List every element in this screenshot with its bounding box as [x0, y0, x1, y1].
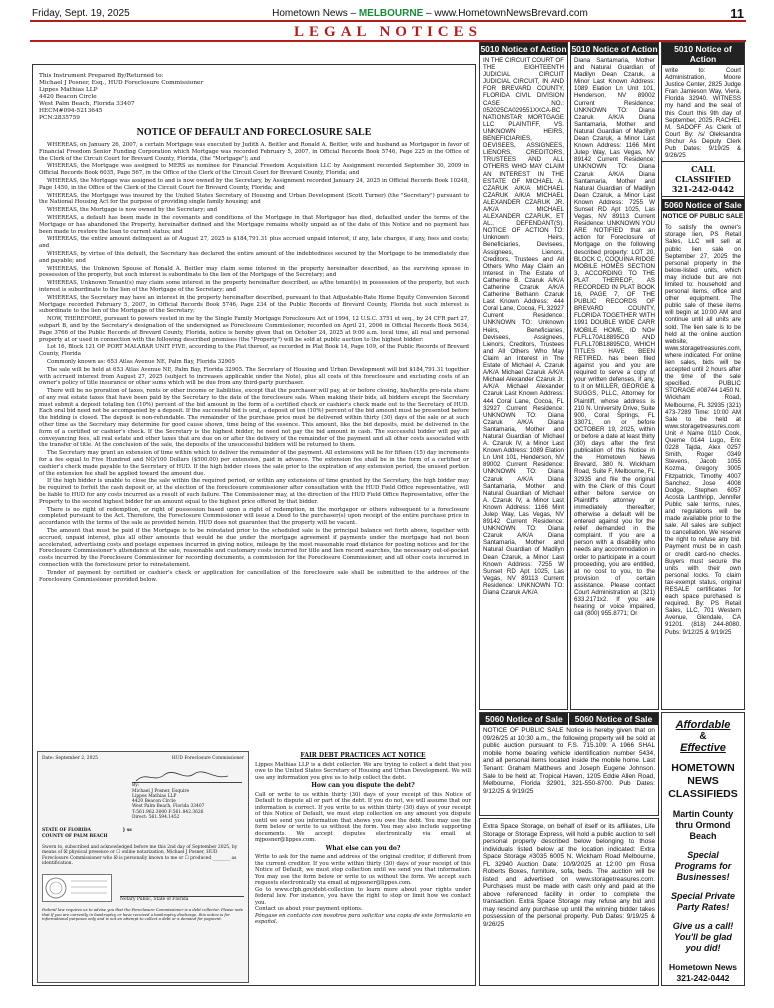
paper-masthead — [130, 8, 731, 19]
signer-line: Michael J Posner, Esquire — [132, 788, 190, 794]
notice-paragraph: WHEREAS, Unknown Tenant(s) may claim some interest in the property hereinafter described, as a/the tenant(s) in possession of the property, but such interest is subordinate to the lien of the Mortgage of the Secretary; and — [39, 280, 469, 293]
notice-paragraph: WHEREAS, the entire amount delinquent as of August 27, 2025 is $184,791.31 plus accrued unpaid interest, if any, late charges, if any, fees and costs; and — [39, 236, 469, 250]
page-number: 11 — [730, 5, 744, 21]
ad-promo-private: Special Private Party Rates! — [670, 891, 736, 912]
prepared-line: PCN:2835759 — [39, 115, 80, 121]
fdcpa-a2: Write to ask for the name and address of the original creditor, if different from the current creditor. If you write within thirty (30) days of your receipt of this Notice of Default, we must stop collection until we send you that information. You may use the form below or write to us without the form. We accept such requests electronically via email at mjposner@lippes.com. — [255, 854, 471, 886]
signer-line: Direct: 561.594.1452 — [132, 815, 180, 821]
prepared-line: HECM#094-5213645 — [39, 108, 103, 114]
ad-amp: & — [699, 731, 707, 742]
prepared-by-block — [39, 73, 469, 122]
fine-print: Federal law requires us to advise you that the Foreclosure Commissioner is a debt collector. Please note that if you are currently in bankruptcy or have received a bankruptcy discharge, this notice is for informational purposes only and is not an attempt to collect a debt or a demand for payment. — [42, 907, 244, 922]
fdcpa-spanish: Póngase en contacto con nosotros para solicitar una copia de este formulario en español. — [255, 912, 471, 925]
call-label: CALL CLASSIFIED — [675, 164, 731, 185]
fdcpa-title: FAIR DEBT PRACTICES ACT NOTICE — [300, 752, 426, 759]
signature-scribble-icon — [132, 771, 232, 783]
fdcpa-notice — [255, 751, 471, 926]
affidavit-date: Date: September 2, 2025 — [42, 756, 98, 761]
mobile-home-sale-notice — [479, 712, 659, 816]
public-sale-text: To satisfy the owner's storage lien, PS Retail Sales, LLC will sell at public lien sale on September 27, 2025 the personal property in the below-listed units, which may include but are not limited to: household and personal items, office and other equipment. The public sale of these items will begin at 10:00 AM and continue until all units are sold. The lien sale is to be held at the online auction website, www.storagetreasures.com, where indicated. For online lien sales, bids will be accepted until 2 hours after the time of the sale specified. PUBLIC STORAGE #08744 1450 N. Wickham Road, Melbourne, FL 32935 (321) 473-7289 Time: 10:00 AM Sale to be held at www.storagetreasures.com Unit # Name 0110 Cook, Queme 0144 Lugo, Eric 0228 Tajda, Alex 0257 Smith, Roger 0349 Stevens, Jacob 1055 Kozma, Gregory 3005 Fitzpatrick, Timothy 4007 Sanchez, Jose 4008 Dodge, Stephen 6057 Acosta Lanthripp, Jennifer Public sale terms, rules, and regulations will be made available prior to the sale. All sales are subject to cancellation. We reserve the right to refuse any bid. Payment must be in cash or credit card-no checks. Buyers must secure the units with their own personal locks. To claim tax-exempt status, original RESALE certificates for each space purchased is required. By: PS Retail Sales, LLC, 701 Western Avenue, Glendale, CA 91201. (818) 244-8080. Pubs: 9/12/25 & 9/19/25 — [665, 224, 742, 636]
signer-block — [132, 783, 244, 820]
notice-paragraph: Commonly known as: 653 Atlas Avenue NE, Palm Bay, Florida 32905 — [47, 358, 235, 365]
paper-website[interactable]: – www.HometownNewsBrevard.com — [423, 7, 588, 19]
issue-date: Friday, Sept. 19, 2025 — [32, 7, 130, 19]
notice-paragraphs — [39, 142, 469, 583]
col4-text: write to: Court Administration, Moore Justice Center, 2825 Judge Fran Jamieson Way, Viera, Florida 32940. WITNESS my hand and the seal of this Court this 9th day of September, 2025. RACHEL M. SADOFF As Clerk of Court By: /s/ Oleksandra Shchur As Deputy Clerk Pub Dates: 9/19/25 & 9/26/25 — [665, 67, 741, 160]
prepared-line: Michael J Posner, Esq., HUD Foreclosure Commissioner — [39, 80, 204, 86]
fdcpa-intro: Lippes Mathias LLP is a debt collector. We are trying to collect a debt that you owe to the United States Secretary of Housing and Urban Development. We will use any information you give us to help collect the debt. — [255, 761, 471, 781]
prepared-line: Lippes Mathias LLP — [39, 87, 98, 93]
notice-paragraph: NOW, THEREFORE, pursuant to powers vested in me by the Single Family Mortgage Foreclosure Act of 1994, 12 U.S.C. 3751 et seq., by 24 CFR part 27, subpart B, and by the Secretary's designation of the undersigned as Foreclosure Commissioner, recorded on April 21, 2006 in Official Records Book 5634, Page 3766 of the Public Records of Brevard County, Florida, notice is hereby given that on October 24, 2025 at 9:00 a.m. local time, all real and personal property at or used in connection with the following described premises (the "Property") will be sold at public auction to the highest bidder: — [39, 316, 469, 343]
notice-paragraph: WHEREAS, the Mortgage was assigned to and is now owned by the Secretary, by Assignment recorded January 24, 2025 in Official Records Book 10248, Page 1450, in the Office of the Clerk of the Circuit Court for Brevard County, Florida; and — [39, 177, 469, 191]
ad-footer[interactable]: Hometown News 321-242-0442 — [668, 962, 737, 983]
fdcpa-q1: How can you dispute the debt? — [311, 782, 415, 789]
ad-cta: Give us a call! You'll be glad you did! — [672, 921, 734, 953]
ad-affordable: Affordable — [675, 719, 731, 731]
signer-line: 4420 Beacon Circle — [132, 799, 176, 805]
col4 — [661, 42, 745, 710]
ad-brand: HOMETOWN NEWS CLASSIFIEDS — [668, 762, 738, 800]
signature-line — [132, 771, 242, 783]
notice-paragraph: WHEREAS, the Mortgage was assigned to MERS as nominee for Financial Freedom Acquisition LLC by Assignment recorded September 30, 2009 in Official Records Book 6035, Page 567, in the Office of the Clerk of the Circuit Court for Brevard County, Florida; and — [39, 163, 469, 177]
extra-space-auction-notice — [479, 818, 659, 986]
classifieds-ad — [661, 712, 745, 986]
notice-of-action-col2 — [479, 42, 568, 710]
col2-heading: 5010 Notice of Action — [480, 44, 567, 54]
prepared-line: West Palm Beach, Florida 33407 — [39, 101, 135, 107]
signer-line: T:561.962.3000 F:561.842.3626 — [132, 809, 204, 815]
extra-space-text: Extra Space Storage, on behalf of itself or its affiliates, Life Storage or Storage Express, will hold a public auction to sell personal property described below belonging to those individuals listed below at the location indicated: Extra Space Storage #3035 6005 N. Wickham Road Melbourne, FL 32940 Auction Date: 10/9/2025 at 12:00 pm Rosa Roberts Boxes, furniture, sofa, beds. The auction will be listed and advertised on www.storagetreasures.com. Purchases must be made with cash only and paid at the above referenced facility in order to complete the transaction. Extra Space Storage may refuse any bid and may rescind any purchase up until the winning bidder takes possession of the personal property. Pub Dates: 9/19/25 & 9/26/25 — [483, 823, 655, 928]
prepared-line: This Instrument Prepared By/Returned to: — [39, 73, 164, 79]
col4-heading: 5010 Notice of Action — [662, 43, 744, 65]
notice-paragraph: The sale will be held at 653 Atlas Avenue NE, Palm Bay, Florida 32905. The Secretary of Housing and Urban Development will bid $184,791.31 together with accrued interest from August 27, 2025 (subject to increases applicable under the Note), plus all costs of this foreclosure and excluding costs of an owner's policy of title insurance or other sums which will be due from any third-party purchaser. — [39, 366, 469, 387]
notary-label: Notary Public, State of Florida — [120, 896, 189, 902]
signer-by: By: — [132, 783, 140, 789]
fdcpa-a4: Contact us about your payment options. — [255, 906, 363, 912]
ad-coverage: Martin County thru Ormond Beach — [672, 809, 734, 841]
notice-paragraph: There is no right of redemption, or right of possession based upon a right of redemption, in the mortgagor or others subsequent to a foreclosure completed pursuant to the Act. Therefore, the Foreclosure Commissioner will issue a Deed to the purchaser(s) upon receipt of the entire purchase price in accordance with the terms of the sale as provided herein. HUD does not guarantee that the property will be vacant. — [39, 506, 469, 527]
venue-county: COUNTY OF PALM BEACH — [42, 833, 108, 839]
notice-title: NOTICE OF DEFAULT AND FORECLOSURE SALE — [136, 127, 372, 138]
notice-paragraph: Lot 16, Block 121 OF PORT MALABAR UNIT FIVE, according to the Plat thereof, as recorded in Plat Book 14, Page 109, of the Public Records of Brevard County, Florida — [39, 344, 469, 358]
notary-seal — [42, 874, 112, 902]
call-phone[interactable]: 321-242-0442 — [671, 184, 735, 195]
notary-signature-line — [120, 887, 244, 897]
notice-paragraph: Tender of payment by certified or cashier's check or application for cancellation of the foreclosure sale shall be submitted to the address of the Foreclosure Commissioner provided below. — [39, 569, 469, 583]
col4-heading2: 5060 Notice of Sale — [662, 199, 744, 211]
venue-state: STATE OF FLORIDA — [42, 828, 91, 834]
affidavit-role: HUD Foreclosure Commissioner — [171, 756, 244, 761]
paper-prefix: Hometown News – — [272, 7, 359, 19]
notary-affidavit — [37, 751, 249, 983]
notice-paragraph: WHEREAS, by virtue of this default, the Secretary has declared the entire amount of the indebtedness secured by the Mortgage to be immediately due and payable; and — [39, 250, 469, 264]
fdcpa-a1: Call or write to us within thirty (30) days of your receipt of this Notice of Default to dispute all or part of the debt. If you do not, we will assume that our information is correct. If you write to us within thirty (30) days of your receipt of this Notice of Default, we must stop collection on any amount you dispute until we send you information that shows you owe the debt. You may use the form below or write to us without the form. You may also include supporting documents. We accept disputes electronically via email at mjposner@lippes.com. — [255, 791, 471, 843]
notice-paragraph: The Secretary may grant an extension of time within which to deliver the remainder of the payment. All extensions will be for fifteen (15) day increments for a fee equal to Five Hundred and NO/100 Dollars ($500.00) per extension, paid in advance. The extension fee shall be in the form of a certified or cashier's check made payable to the Secretary of HUD. If the high bidder closes the sale prior to the expiration of any extension period, the unused portion of the extension fee shall be applied toward the amount due. — [39, 450, 469, 477]
mobile-home-sale-text: NOTICE OF PUBLIC SALE Notice is hereby given that on 09/26/25 at 10:30 a.m., the following property will be sold at public auction pursuant to F.S. 715.109: A 1966 SHAL mobile home bearing vehicle identification number 5434, and all personal items located inside the mobile home. Last Tenant: Graham Matthews and Joseph Eugene Johnson. Sale to be held at: Tropical Haven, 1205 Eddie Allen Road, Melbourne, Florida 32901, 321-550-8700. Pub Dates: 9/12/25 & 9/19/25 — [483, 727, 655, 795]
notice-of-action-col3 — [570, 42, 659, 710]
notice-paragraph: There will be no proration of taxes, rents or other income or liabilities, except that the purchaser will pay, at or before closing, his/her/its pro-rata share of any real estate taxes that have been paid by the Secretary to the date of the foreclosure sale. When making their bids, all bidders except the Secretary must submit a deposit totaling ten (10%) percent of the bid amount in the form of a certified check or cashier's check made out to the Secretary of HUD. Each oral bid need not be accompanied by a deposit. If the successful bid is oral, a deposit of ten (10%) percent of the bid amount must be presented before the bidding is closed. The deposit is non-refundable. The remainder of the purchase price must be delivered within thirty (30) days of the sale or at such other time as the Secretary may determine for good cause shown, time being of the essence. This amount, like the bid deposits, must be delivered in the form of a certified or cashier's check. If the Secretary is the highest bidder, he need not pay the bid amount in cash. The successful bidder will pay all conveyancing fees, all real estate and other taxes that are due on or after the delivery of the remainder of the payment and all other costs associated with the transfer of title. At the conclusion of the sale, the deposits of the unsuccessful bidders will be returned to them. — [39, 388, 469, 449]
ad-promo-business: Special Programs for Businesses! — [674, 850, 732, 882]
city-name: MELBOURNE — [358, 7, 424, 19]
notary-seal-icon — [43, 875, 111, 901]
col3-text: Diana Santamaria, Mother and Natural Guardian of Madilyn Dean Czaruk, a Minor Last Known Address: 1089 Elation Ln Unit 101, Henderson, NV 89002 Current Residence: UNKNOWN TO: Diana Czaruk A/K/A Diana Santamaria, Mother and Natural Guardian of Madilyn Dean Czaruk, a Minor Last Known Address: 1166 Mint Julep Way, Las Vegas, NV 89142 Current Residence: UNKNOWN TO: Diana Czaruk A/K/A Diana Santamaria, Mother and Natural Guardian of Madilyn Dean Czaruk, a Minor Last Known Address: 7255 W Sunset RD Apt 1025, Las Vegas, NV 89113 Current Residence: UNKNOWN YOU ARE NOTIFIED that an action for Foreclosure of Mortgage on the following described property: LOT 20, BLOCK C, COQUINA RIDGE MOBILE HOMES SECTION 3, ACCORDING TO THE PLAT THEREOF, AS RECORDED IN PLAT BOOK 16, PAGE 7, OF THE PUBLIC RECORDS OF BREVARD COUNTY, FLORIDA TOGETHER WITH 1991 DOUBLE WIDE CARR MOBILE HOME, ID NO# FLFLL70A18895CG AND FLFLL70B18895CG, WHICH TITLES HAVE BEEN RETIRED. has been filed against you and you are required to serve a copy of your written defenses, if any, to it on MILLER, GEORGE & SUGGS, PLLC, Attorney for Plaintiff, whose address is 210 N. University Drive, Suite 900, Coral Springs, FL 33071, on or before OCTOBER 19, 2025, within or before a date at least thirty (30) days after the first publication of this Notice in the Hometown News Brevard, 380 N. Wickham Road, Suite F, Melbourne, FL 32935 and file the original with the Clerk of this Court either before service on Plaintiff's attorney or immediately thereafter; otherwise a default will be entered against you for the relief demanded in the complaint. If you are a person with a disability who needs any accommodation in order to participate in a court proceeding, you are entitled, at no cost to you, to the provision of certain assistance. Please contact Court Administration at (321) 633.2171x2. If you are hearing or voice impaired, call (800) 955.8771; Or — [574, 57, 655, 618]
col3-sale-heading: 5060 Notice of Sale — [569, 713, 658, 725]
signer-line: Lippes Mathias LLP — [132, 793, 177, 799]
fdcpa-q2: What else can you do? — [325, 844, 401, 852]
notice-paragraph: The amount that must be paid if the Mortgage is to be reinstated prior to the scheduled sale is the principal balance set forth above, together with accrued, unpaid interest, plus all other amounts that would be due under the mortgage agreement if payments under the mortgage had not been accelerated, advertising costs and postage expenses incurred in giving notice, mileage by the most reasonable road distance for posting notices and for the Foreclosure Commissioner's attendance at the sale, reasonable and customary costs incurred for title and lien record searches, the necessary out-of-pocket costs incurred by the Foreclosure Commissioner for recording documents, a commission for the Foreclosure Commissioner, and all other costs incurred in connection with the foreclosure prior to reinstatement. — [39, 528, 469, 569]
notice-paragraph: WHEREAS, the Mortgage was insured by the United States Secretary of Housing and Urban Development (Scott Turner) (the "Secretary") pursuant to the National Housing Act for the purpose of providing single family housing; and — [39, 192, 469, 206]
notice-paragraph: WHEREAS, a default has been made in the covenants and conditions of the Mortgage in that Mortgagor has died, defaulted under the terms of the Mortgage or has abandoned the Property, hereinafter defined and the Mortgage remains wholly unpaid as of the date of this Notice and no payment has been made to restore the loan to current status; and — [39, 214, 469, 235]
prepared-line: 4420 Beacon Circle — [39, 94, 97, 100]
header-rule — [30, 20, 746, 22]
notice-paragraph: WHEREAS, the Unknown Spouse of Ronald A. Beitler may claim some interest in the property hereinafter described, as the surviving spouse in possession of the property, but such interest is subordinate to the lien of the Mortgage of the Secretary; and — [39, 265, 469, 279]
call-classified — [662, 161, 744, 197]
signer-lines — [132, 789, 244, 821]
notice-paragraph: WHEREAS, the Mortgage is now owned by the Secretary; and — [47, 207, 218, 214]
foreclosure-notice — [32, 64, 476, 986]
sworn-statement: Sworn to, subscribed and acknowledged before me this 2nd day of September 2025, by means of ☒ physical presence or ☐ online notarization, Michael J Posner, HUD Foreclosure Commissioner who ☒ is personally known to me or ☐ produced ________ as identification. — [42, 844, 238, 866]
fdcpa-a3: Go to www.cfpb.gov/debt-collection to learn more about your rights under federal law. For instance, you have the right to stop or limit how we contact you. — [255, 886, 471, 906]
col3-heading: 5010 Notice of Action — [571, 44, 658, 54]
venue-ss: } ss — [122, 828, 132, 834]
notice-body — [39, 73, 469, 584]
venue-block — [42, 828, 244, 839]
notice-paragraph: If the high bidder is unable to close the sale within the required period, or within any extensions of time granted by the Secretary, the high bidder may be required to forfeit the cash deposit or, at the election of the foreclosure commissioner after consultation with the HUD Field Office representative, will be liable to HUD for any costs incurred as a result of such failure. The Commissioner may, at the direction of the HUD Field Office Representative, offer the Property to the second highest bidder for an amount equal to the highest price offered by that bidder. — [39, 478, 469, 505]
ad-effective: Effective — [680, 742, 726, 754]
col2-sale-heading: 5060 Notice of Sale — [480, 713, 569, 725]
notice-paragraph: WHEREAS, the Secretary may have an interest in the property hereinafter described, pursuant to that Adjustable-Rate Home Equity Conversion Second Mortgage recorded February 5, 2007, in Official Records Book 5746, Page 234 of the Public Records of Brevard County, Florida but such interest is subordinate to the lien of the Mortgage of the Secretary; — [39, 294, 469, 315]
page-header — [32, 6, 744, 20]
col2-text: IN THE CIRCUIT COURT OF THE EIGHTEENTH JUDICIAL CIRCUIT JUDICIAL CIRCUIT, IN AND FOR BREVARD COUNTY, FLORIDA CIVIL DIVISION CASE NO.: 052025CA029551XXCA-BC NATIONSTAR MORTGAGE LLC PLAINTIFF, VS. UNKNOWN HEIRS, BENEFICIARIES, DEVISEES, ASSIGNEES, LIENORS, CREDITORS, TRUSTEES AND ALL OTHERS WHO MAY CLAIM AN INTEREST IN THE ESTATE OF MICHAEL A. CZARUK A/K/A MICHAEL CZARUK A/K/A MICHAEL ALEXANDER CZARUK JR. A/K/A MICHAEL ALEXANDER CZARUK, ET AL., DEFENDANT(S). NOTICE OF ACTION TO: Unknown Heirs, Beneficiaries, Devisees, Assignees, Lienors, Creditors, Trustees and All Others Who May Claim an Interest in The Estate of Catherine B. Czaruk A/K/A Catherine Czaruk A/K/A Catherine Bethann Czaruk Last Known Address: 444 Coral Lane, Cocoa, FL 32927 Current Residence: UNKNOWN TO: Unknown Heirs, Beneficiaries, Devisees, Assignees, Lienors, Creditors, Trustees and All Others Who May Claim an Interest in The Estate of Michael A. Czaruk A/K/A Michael Czaruk A/K/A Michael Alexander Czaruk Jr. A/K/A Michael Alexander Czaruk Last Known Address: 444 Coral Lane, Cocoa, FL 32927 Current Residence: UNKNOWN TO: Diana Czaruk A/K/A Diana Santamaria, Mother and Natural Guardian of Michael A. Czaruk IV, a Minor Last Known Address: 1089 Elation Ln Unit 101, Henderson, NV 89002 Current Residence: UNKNOWN TO: Diana Czaruk A/K/A Diana Santamaria, Mother and Natural Guardian of Michael A. Czaruk IV, a Minor Last Known Address: 1166 Mint Julep Way, Las Vegas, NV 89142 Current Residence: UNKNOWN TO: Diana Czaruk A/K/A Diana Santamaria, Mother and Natural Guardian of Madilyn Dean Czaruk, a Minor Last Known Address: 7255 W Sunset RD Apt 1025, Las Vegas, NV 89113 Current Residence: UNKNOWN TO: Diana Czaruk A/K/A — [483, 57, 564, 597]
legal-notices-banner: LEGAL NOTICES — [30, 24, 746, 42]
signer-line: West Palm Beach, Florida 33407 — [132, 804, 205, 810]
public-sale-title: NOTICE OF PUBLIC SALE — [662, 213, 744, 221]
notice-paragraph: WHEREAS, on January 26, 2007, a certain Mortgage was executed by Judith A. Beitler and Ronald A. Beitler, wife and husband as Mortgagor in favor of Financial Freedom Senior Funding Corporation which Mortgage was recorded February 5, 2007, in Official Records Book 5746, Page 225 in the Office of the Clerk of the Circuit Court for Brevard County, Florida, (the "Mortgage"); and — [39, 142, 469, 162]
